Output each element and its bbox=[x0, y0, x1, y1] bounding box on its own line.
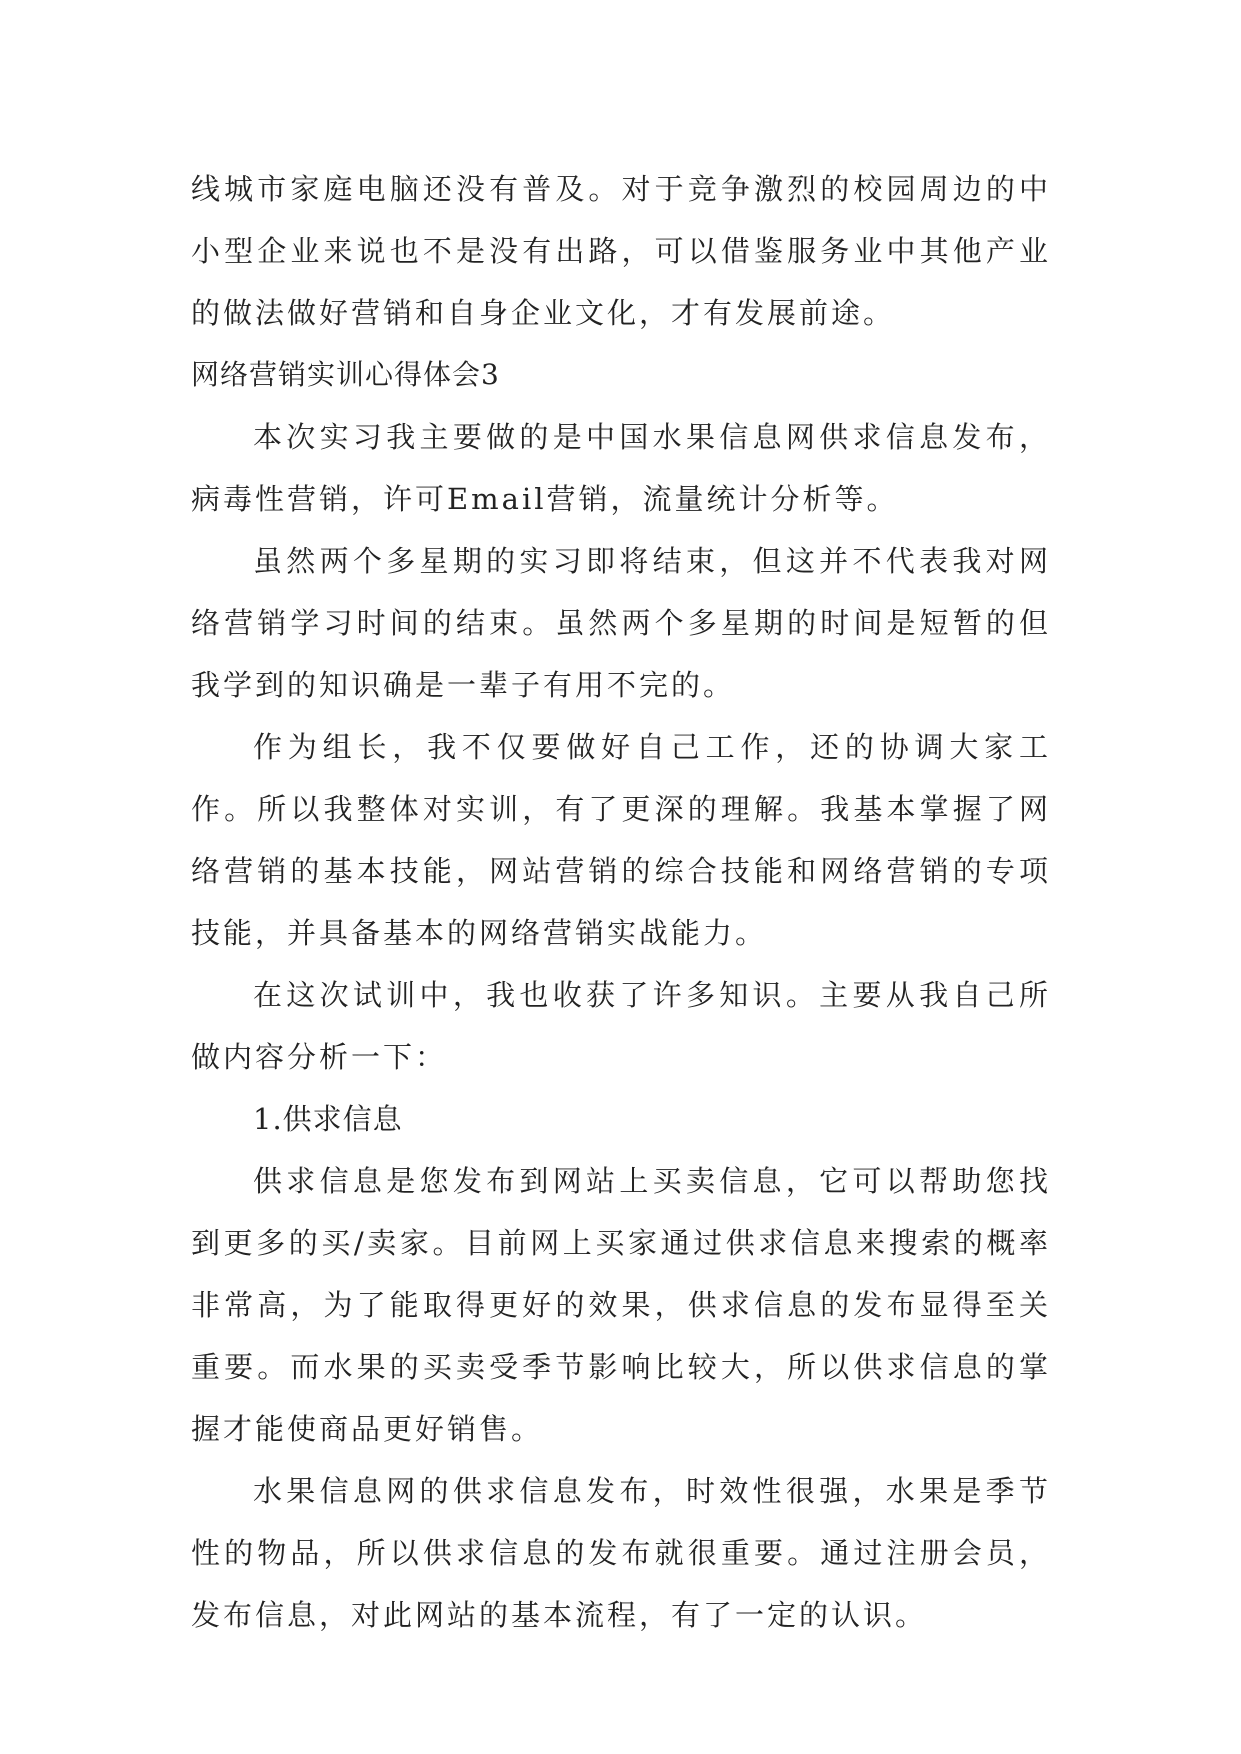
paragraph: 水果信息网的供求信息发布，时效性很强，水果是季节性的物品，所以供求信息的发布就很重要。通过注册会员，发布信息，对此网站的基本流程，有了一定的认识。 bbox=[191, 1474, 1051, 1632]
paragraph: 在这次试训中，我也收获了许多知识。主要从我自己所做内容分析一下： bbox=[191, 978, 1051, 1074]
list-heading: 1.供求信息 bbox=[253, 1102, 403, 1136]
paragraph: 本次实习我主要做的是中国水果信息网供求信息发布，病毒性营销，许可Email营销，流量统计分析等。 bbox=[191, 420, 1051, 516]
document-body bbox=[191, 158, 1051, 1646]
paragraph: 作为组长，我不仅要做好自己工作，还的协调大家工作。所以我整体对实训，有了更深的理解。我基本掌握了网络营销的基本技能，网站营销的综合技能和网络营销的专项技能，并具备基本的网络营销实战能力。 bbox=[191, 730, 1051, 950]
section-heading: 网络营销实训心得体会3 bbox=[191, 358, 500, 391]
paragraph-continuation: 线城市家庭电脑还没有普及。对于竞争激烈的校园周边的中小型企业来说也不是没有出路，可以借鉴服务业中其他产业的做法做好营销和自身企业文化，才有发展前途。 bbox=[191, 172, 1051, 330]
paragraph: 供求信息是您发布到网站上买卖信息，它可以帮助您找到更多的买/卖家。目前网上买家通过供求信息来搜索的概率非常高，为了能取得更好的效果，供求信息的发布显得至关重要。而水果的买卖受季节影响比较大，所以供求信息的掌握才能使商品更好销售。 bbox=[191, 1164, 1051, 1446]
paragraph: 虽然两个多星期的实习即将结束，但这并不代表我对网络营销学习时间的结束。虽然两个多星期的时间是短暂的但我学到的知识确是一辈子有用不完的。 bbox=[191, 544, 1051, 702]
